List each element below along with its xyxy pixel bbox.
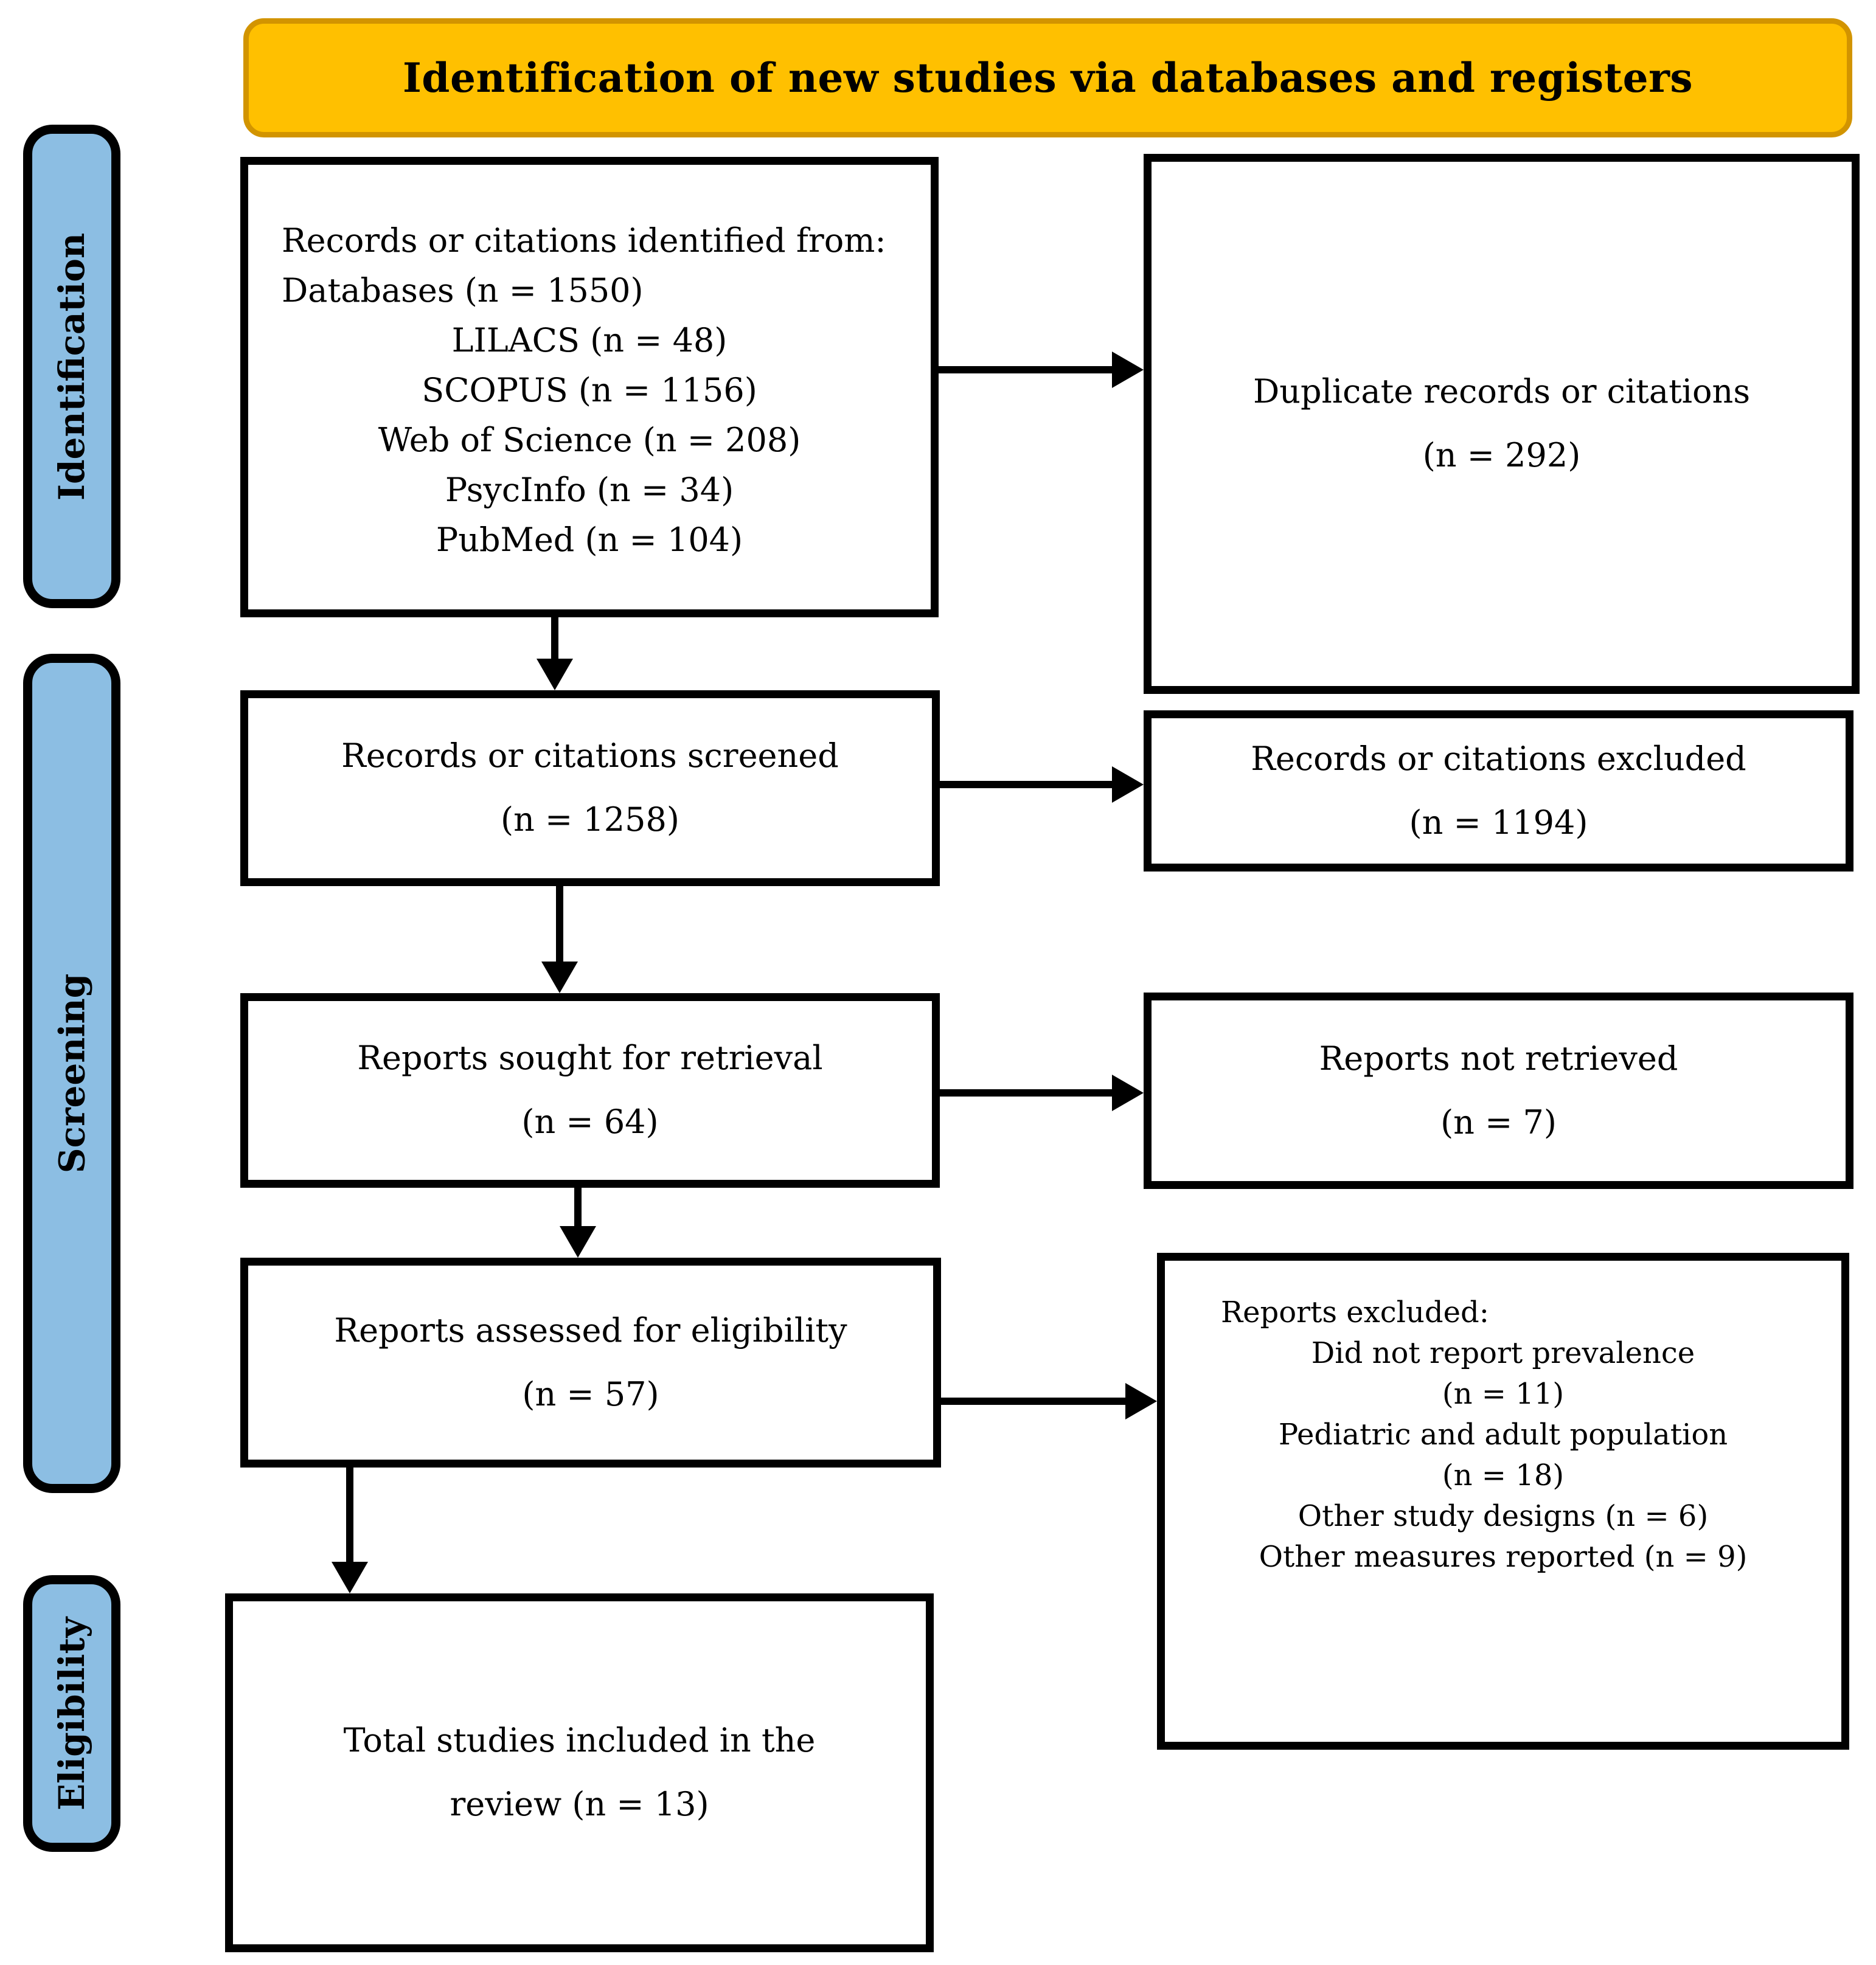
records-excluded-count: (n = 1194) [1409, 803, 1588, 842]
arrow-head-icon [1125, 1383, 1157, 1419]
arrow-head-icon [1112, 766, 1144, 803]
arrow-line [346, 1468, 353, 1564]
reports-assessed-label: Reports assessed for eligibility [334, 1311, 847, 1350]
box-reports-excluded-reasons [1157, 1253, 1849, 1750]
arrow-line [556, 886, 563, 964]
arrow-head-icon [560, 1226, 596, 1258]
arrow-line [574, 1187, 582, 1229]
reports-sought-count: (n = 64) [521, 1103, 659, 1141]
arrow-line [939, 366, 1115, 373]
records-identified-databases: Databases (n = 1550) [282, 271, 644, 310]
reports-excluded-reason-population-count: (n = 18) [1442, 1458, 1565, 1492]
reports-excluded-heading: Reports excluded: [1221, 1295, 1489, 1329]
duplicate-records-count: (n = 292) [1422, 436, 1581, 474]
diagram-title: Identification of new studies via databases and registers [402, 54, 1694, 102]
records-identified-heading: Records or citations identified from: [282, 221, 886, 260]
reports-excluded-reason-prevalence: Did not report prevalence [1311, 1336, 1695, 1370]
arrow-line [551, 616, 558, 661]
box-records-identified [240, 157, 939, 617]
records-screened-label: Records or citations screened [341, 736, 839, 775]
records-identified-psycinfo: PsycInfo (n = 34) [445, 471, 734, 509]
reports-excluded-reason-population: Pediatric and adult population [1278, 1418, 1728, 1452]
box-duplicate-records [1144, 154, 1860, 694]
reports-not-retrieved-count: (n = 7) [1440, 1103, 1557, 1142]
arrow-head-icon [541, 962, 578, 993]
stage-screening-label: Screening [51, 973, 92, 1174]
box-records-screened [240, 690, 940, 886]
stage-identification-label: Identification [51, 232, 93, 501]
box-reports-assessed [240, 1258, 941, 1468]
arrow-line [940, 1089, 1115, 1097]
reports-assessed-count: (n = 57) [522, 1374, 659, 1413]
records-identified-wos: Web of Science (n = 208) [378, 421, 801, 459]
studies-included-count: review (n = 13) [450, 1785, 709, 1823]
duplicate-records-label: Duplicate records or citations [1252, 372, 1751, 411]
reports-not-retrieved-label: Reports not retrieved [1319, 1039, 1678, 1078]
arrow-head-icon [1112, 1075, 1144, 1111]
stage-screening [23, 654, 120, 1493]
records-identified-pubmed: PubMed (n = 104) [436, 521, 743, 559]
records-identified-scopus: SCOPUS (n = 1156) [422, 371, 757, 409]
records-screened-count: (n = 1258) [501, 800, 679, 839]
stage-eligibility-label: Eligibility [51, 1617, 93, 1811]
title-banner [243, 18, 1852, 137]
reports-sought-label: Reports sought for retrieval [357, 1039, 823, 1078]
reports-excluded-reason-prevalence-count: (n = 11) [1442, 1377, 1565, 1411]
arrow-head-icon [1112, 352, 1144, 388]
stage-eligibility [23, 1575, 120, 1852]
records-excluded-label: Records or citations excluded [1251, 739, 1746, 778]
studies-included-label: Total studies included in the [343, 1721, 816, 1760]
records-identified-lilacs: LILACS (n = 48) [451, 321, 728, 359]
box-reports-sought [240, 993, 940, 1188]
stage-identification [23, 125, 120, 608]
arrow-head-icon [537, 659, 573, 690]
arrow-head-icon [332, 1562, 368, 1593]
box-reports-not-retrieved [1144, 993, 1853, 1189]
reports-excluded-reason-measures: Other measures reported (n = 9) [1259, 1540, 1748, 1574]
arrow-line [940, 781, 1115, 788]
arrow-line [941, 1398, 1128, 1405]
box-records-excluded [1144, 710, 1853, 872]
reports-excluded-reason-designs: Other study designs (n = 6) [1298, 1499, 1709, 1533]
box-studies-included [225, 1593, 934, 1952]
